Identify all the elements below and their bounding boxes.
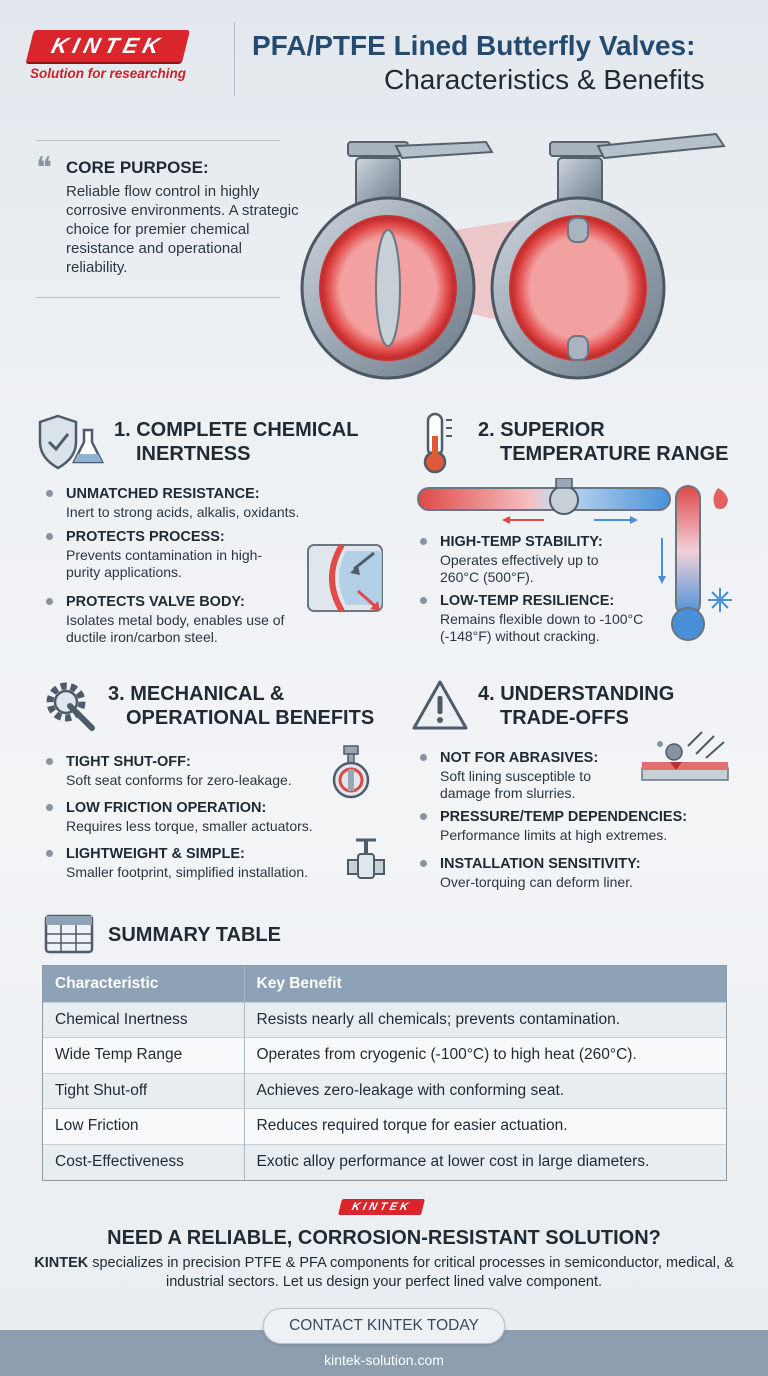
core-purpose-heading: CORE PURPOSE: (66, 158, 209, 177)
table-cell: Operates from cryogenic (-100°C) to high heat (260°C). (244, 1038, 726, 1074)
footer-logo[interactable]: KINTEK (340, 1197, 423, 1215)
logo-tagline: Solution for researching (30, 66, 187, 81)
right-valve-icon (492, 134, 724, 378)
butterfly-valves-illustration (296, 128, 736, 398)
summary-table-title: SUMMARY TABLE (108, 924, 281, 946)
section-4-title: 4. UNDERSTANDING TRADE-OFFS (478, 683, 675, 729)
table-cell: Achieves zero-leakage with conforming seat. (244, 1073, 726, 1109)
table-icon (44, 914, 94, 954)
table-row (43, 1002, 726, 1038)
table-row (43, 1073, 726, 1109)
table-cell: Wide Temp Range (43, 1038, 244, 1074)
table-cell: Low Friction (43, 1109, 244, 1145)
kintek-logo[interactable] (30, 30, 220, 81)
core-top-divider (36, 140, 280, 141)
table-cell: Exotic alloy performance at lower cost in large diameters. (244, 1144, 726, 1180)
table-cell: Tight Shut-off (43, 1073, 244, 1109)
table-cell: Resists nearly all chemicals; prevents contamination. (244, 1002, 726, 1038)
summary-table (42, 965, 727, 1181)
core-purpose-text: Reliable flow control in highly corrosive environments. A strategic choice for premier chemical resistance and operational reliability. (66, 183, 299, 276)
cta-heading: NEED A RELIABLE, CORROSION-RESISTANT SOLUTION? (107, 1227, 661, 1249)
table-row (43, 1109, 726, 1145)
page-title-line1: PFA/PTFE Lined Butterfly Valves: (252, 30, 696, 61)
website-link[interactable]: kintek-solution.com (324, 1352, 444, 1368)
section-1-title: 1. COMPLETE CHEMICAL INERTNESS (114, 419, 359, 465)
table-header-row (43, 966, 726, 1002)
table-cell: Chemical Inertness (43, 1002, 244, 1038)
column-header-key-benefit: Key Benefit (244, 966, 726, 1002)
gear-wrench-icon (40, 676, 100, 736)
table-cell: Reduces required torque for easier actuation. (244, 1109, 726, 1145)
snowflake-icon (708, 588, 732, 612)
page-title-line2: Characteristics & Benefits (384, 64, 705, 95)
shield-flask-icon (36, 412, 108, 472)
core-bottom-divider (36, 297, 280, 298)
header (0, 0, 768, 110)
column-header-characteristic: Characteristic (43, 966, 244, 1002)
pipe-lining-icon (302, 535, 388, 621)
section-3-title: 3. MECHANICAL & OPERATIONAL BENEFITS (108, 683, 375, 729)
header-divider (234, 22, 235, 96)
cta-text: KINTEK specializes in precision PTFE & PFA components for critical processes in semiconductor, medical, & industrial sectors. Let us design your perfect lined valve component. (34, 1255, 734, 1290)
thermometer-icon (418, 410, 458, 474)
warning-icon (410, 678, 470, 732)
table-cell: Cost-Effectiveness (43, 1144, 244, 1180)
flame-icon (713, 488, 728, 509)
quote-icon: ❝ (36, 151, 53, 186)
gate-valve-icon (346, 836, 386, 886)
valve-seat-icon (328, 744, 374, 800)
left-valve-icon (302, 142, 492, 378)
table-row (43, 1144, 726, 1180)
abrasive-damage-icon (640, 730, 730, 794)
table-row (43, 1038, 726, 1074)
logo-wordmark: KINTEK (26, 30, 190, 62)
contact-button[interactable]: CONTACT KINTEK TODAY (263, 1308, 505, 1344)
section-2-title: 2. SUPERIOR TEMPERATURE RANGE (478, 419, 729, 465)
